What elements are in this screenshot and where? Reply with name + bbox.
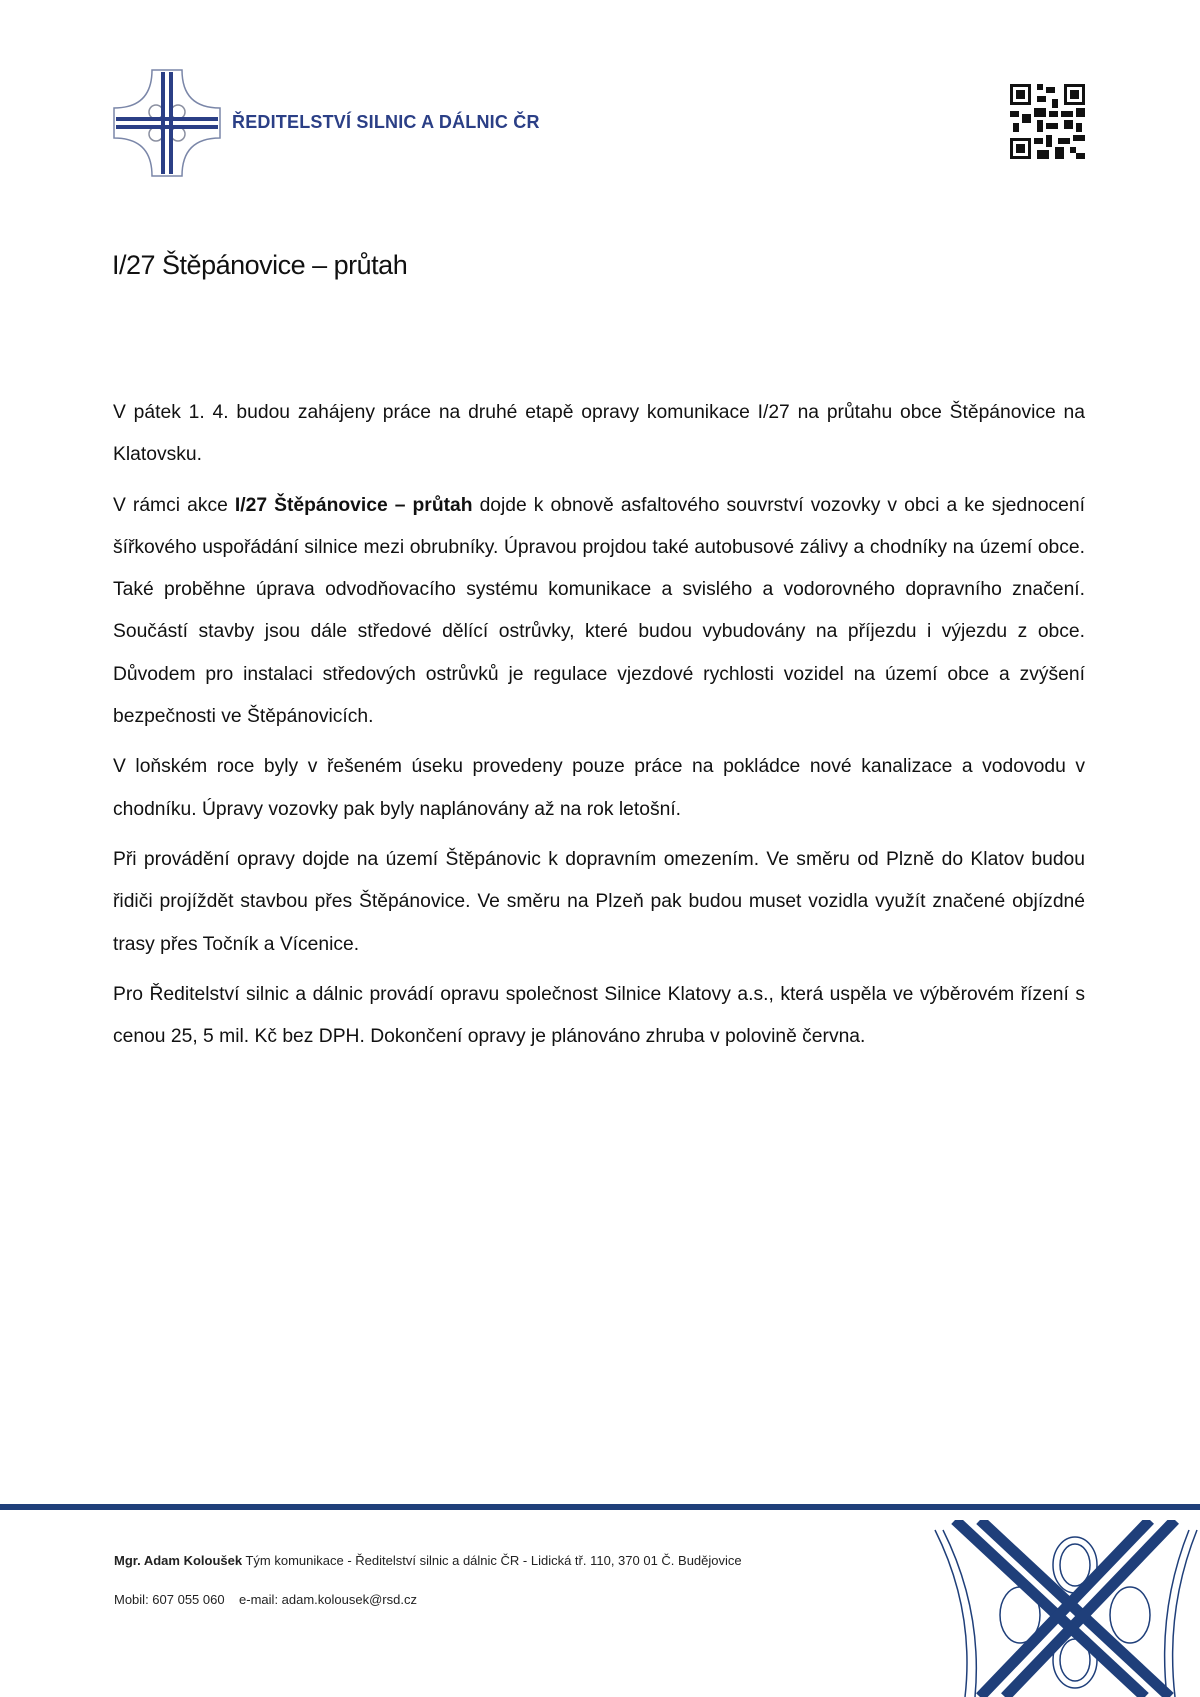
- paragraph: V rámci akce I/27 Štěpánovice – průtah dojde k obnově asfaltového souvrství vozovky v obci a ke sjednocení šířkového uspořádání silnice mezi obrubníky. Úpravou projdou také autobusové zálivy a chodníky na území obce. Také proběhne úprava odvodňovacího systému komunikace a svislého a vodorovného dopravního značení. Součástí stavby jsou dále středové dělící ostrůvky, které budou vybudovány na příjezdu i výjezdu z obce. Důvodem pro instalaci středových ostrůvků je regulace vjezdové rychlosti vozidel na území obce a zvýšení bezpečnosti ve Štěpánovicích.: [113, 494, 1085, 728]
- rsd-corner-logo-icon: [925, 1520, 1200, 1697]
- article-body: [113, 392, 1085, 1066]
- contact-email[interactable]: e-mail: adam.kolousek@rsd.cz: [239, 1592, 417, 1607]
- qr-code-icon[interactable]: [1010, 84, 1085, 159]
- rsd-logo-icon: [112, 68, 222, 178]
- paragraph: V loňském roce byly v řešeném úseku provedeny pouze práce na pokládce nové kanalizace a vodovodu v chodníku. Úpravy vozovky pak byly naplánovány až na rok letošní.: [113, 756, 1085, 820]
- footer-contact: [114, 1553, 742, 1568]
- organization-name: ŘEDITELSTVÍ SILNIC A DÁLNIC ČR: [232, 112, 540, 132]
- contact-mobile: Mobil: 607 055 060: [114, 1592, 225, 1607]
- paragraph: V pátek 1. 4. budou zahájeny práce na druhé etapě opravy komunikace I/27 na průtahu obce Štěpánovice na Klatovsku.: [113, 402, 1085, 466]
- footer-divider: [0, 1504, 1200, 1510]
- project-name: I/27 Štěpánovice – průtah: [234, 494, 473, 516]
- paragraph: Při provádění opravy dojde na území Štěpánovic k dopravním omezením. Ve směru od Plzně do Klatov budou řidiči projíždět stavbou přes Štěpánovice. Ve směru na Plzeň pak budou muset vozidla využít značené objízdné trasy přes Točník a Vícenice.: [113, 848, 1085, 955]
- paragraph: Pro Ředitelství silnic a dálnic provádí opravu společnost Silnice Klatovy a.s., která uspěla ve výběrovém řízení s cenou 25, 5 mil. Kč bez DPH. Dokončení opravy je plánováno zhruba v polovině června.: [113, 983, 1085, 1048]
- contact-address: Tým komunikace - Ředitelství silnic a dálnic ČR - Lidická tř. 110, 370 01 Č. Budějovice: [242, 1553, 742, 1568]
- page-title: I/27 Štěpánovice – průtah: [112, 250, 408, 280]
- contact-name: Mgr. Adam Koloušek: [114, 1553, 243, 1568]
- footer-phone-email: [114, 1592, 417, 1607]
